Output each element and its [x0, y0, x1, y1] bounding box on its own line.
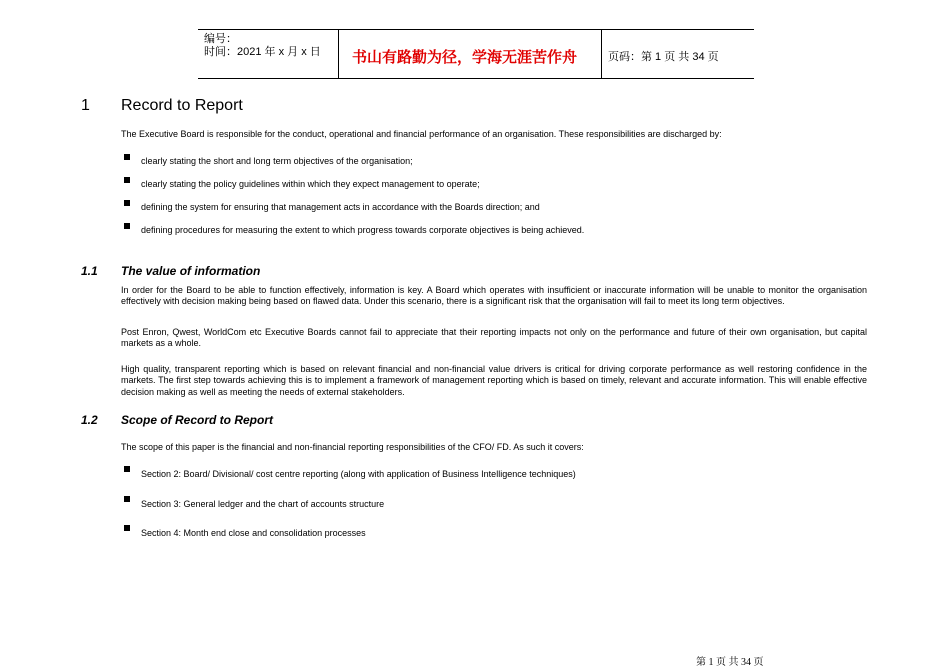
paragraph: In order for the Board to be able to function effectively, information is key. A Board which operates with insufficient or inaccurate information will be unable to monitor the organisation effectively with decision making being based on flawed data. Under this scenario, there is a significant risk that the organisation will fail to meet its long term objectives.	[121, 285, 867, 307]
header-meta-cell	[198, 30, 338, 78]
list-item: clearly stating the policy guidelines within which they expect management to operate;	[141, 179, 480, 189]
header-motto-cell	[338, 30, 602, 78]
paragraph: High quality, transparent reporting which is based on relevant financial and non-financial value drivers is critical for driving corporate performance as well restoring confidence in the markets. The first step towards achieving this is to implement a framework of management reporting which is based on timely, relevant and accurate information. This will enable effective decision making as well as meeting the needs of external stakeholders.	[121, 364, 867, 397]
document-header	[198, 29, 754, 79]
bullet-marker	[124, 525, 130, 531]
page-footer: 第 1 页 共 34 页	[696, 657, 764, 668]
section-1-intro: The Executive Board is responsible for the conduct, operational and financial performance of an organisation. These responsibilities are discharged by:	[121, 129, 722, 139]
bullet-marker	[124, 496, 130, 502]
list-item: Section 2: Board/ Divisional/ cost centre reporting (along with application of Business Intelligence techniques)	[141, 469, 576, 479]
list-item: defining procedures for measuring the extent to which progress towards corporate objectives is being achieved.	[141, 225, 585, 235]
bullet-marker	[124, 200, 130, 206]
bullet-marker	[124, 466, 130, 472]
section-1-2-number: 1.2	[81, 413, 98, 427]
list-item: Section 4: Month end close and consolidation processes	[141, 528, 366, 538]
section-1-1-number: 1.1	[81, 264, 98, 278]
section-1-1-title: The value of information	[121, 264, 261, 278]
number-label: 编号：	[204, 33, 237, 45]
section-1-number: 1	[81, 97, 90, 114]
list-item: clearly stating the short and long term objectives of the organisation;	[141, 156, 413, 166]
list-item: defining the system for ensuring that management acts in accordance with the Boards direction; and	[141, 202, 540, 212]
section-1-2-title: Scope of Record to Report	[121, 413, 274, 427]
paragraph: Post Enron, Qwest, WorldCom etc Executive Boards cannot fail to appreciate that their reporting impacts not only on the performance and future of their own organisation, but capital markets as a whole.	[121, 327, 867, 349]
bullet-marker	[124, 223, 130, 229]
time-label: 时间：2021 年 x 月 x 日	[204, 46, 321, 58]
bullet-marker	[124, 154, 130, 160]
section-1-title: Record to Report	[121, 97, 243, 114]
section-1-2-intro: The scope of this paper is the financial and non-financial reporting responsibilities of the CFO/ FD. As such it covers:	[121, 442, 584, 452]
motto-text: 书山有路勤为径，学海无涯苦作舟	[352, 48, 578, 66]
bullet-marker	[124, 177, 130, 183]
page-info: 页码：第 1 页 共 34 页	[608, 51, 719, 63]
list-item: Section 3: General ledger and the chart of accounts structure	[141, 499, 385, 509]
header-page-cell	[602, 30, 754, 78]
